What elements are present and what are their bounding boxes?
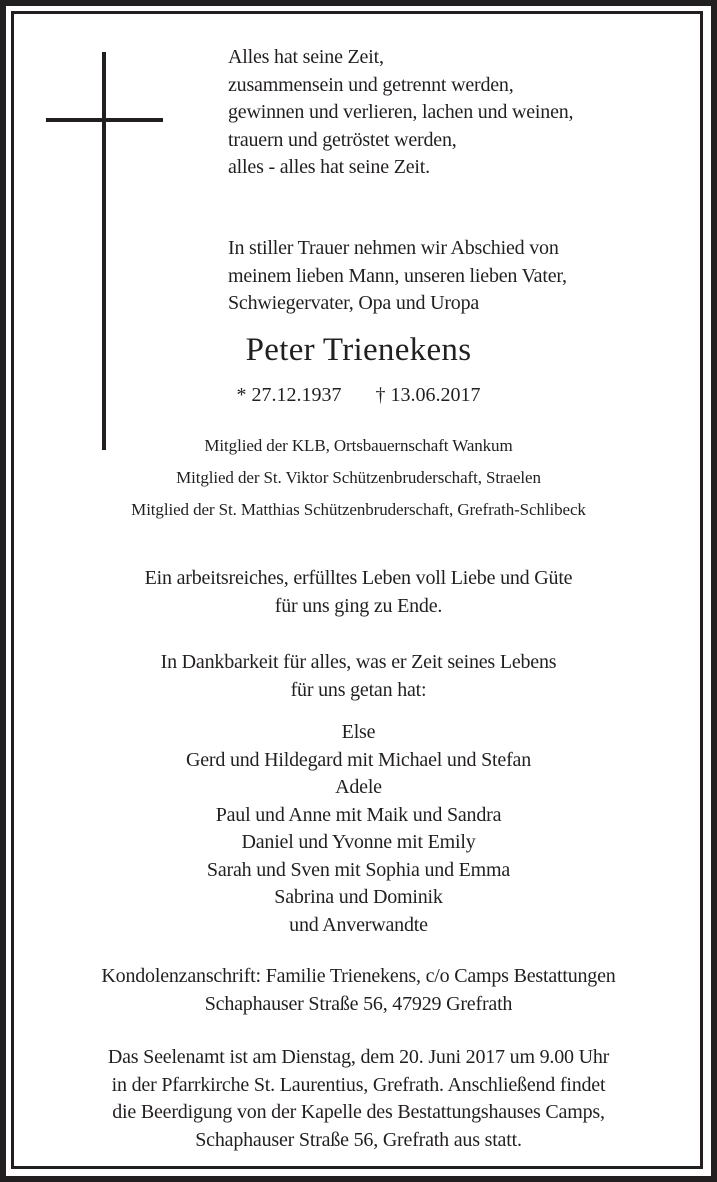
poem-line: Alles hat seine Zeit, <box>228 46 384 68</box>
poem-line: gewinnen und verlieren, lachen und weinen, <box>228 101 574 123</box>
condolence-line: Schaphauser Straße 56, 47929 Grefrath <box>204 992 513 1015</box>
membership-line: Mitglied der KLB, Ortsbauernschaft Wankum <box>204 436 513 455</box>
poem <box>228 44 573 182</box>
death-date: † 13.06.2017 <box>375 384 481 406</box>
birth-date: * 27.12.1937 <box>236 384 342 406</box>
intro-line: In stiller Trauer nehmen wir Abschied von <box>228 237 559 259</box>
life-line: Ein arbeitsreiches, erfülltes Leben voll Liebe und Güte <box>144 567 573 589</box>
service-line: in der Pfarrkirche St. Laurentius, Grefrath. Anschließend findet <box>111 1073 606 1096</box>
membership-line: Mitglied der St. Viktor Schützenbruderschaft, Straelen <box>176 468 541 487</box>
intro-line: Schwiegervater, Opa und Uropa <box>228 292 480 314</box>
deceased-name: Peter Trienekens <box>245 332 472 368</box>
poem-line: zusammensein und getrennt werden, <box>228 73 514 96</box>
service-info <box>14 1044 703 1154</box>
service-line: die Beerdigung von der Kapelle des Bestattungshauses Camps, <box>112 1101 605 1123</box>
gratitude-line: für uns getan hat: <box>290 678 427 701</box>
service-line: Das Seelenamt ist am Dienstag, dem 20. Juni 2017 um 9.00 Uhr <box>107 1046 610 1068</box>
condolence-address <box>14 963 703 1018</box>
mourner: Daniel und Yvonne mit Emily <box>241 831 476 853</box>
mourner: Paul und Anne mit Maik und Sandra <box>215 803 502 826</box>
poem-line: alles - alles hat seine Zeit. <box>228 156 430 178</box>
service-line: Schaphauser Straße 56, Grefrath aus statt. <box>195 1128 522 1151</box>
gratitude-line: In Dankbarkeit für alles, was er Zeit seines Lebens <box>160 651 557 673</box>
mourner: Sabrina und Dominik <box>274 886 443 908</box>
intro-line: meinem lieben Mann, unseren lieben Vater, <box>228 264 567 287</box>
mourner: Adele <box>335 776 382 798</box>
mourner: und Anverwandte <box>289 913 428 936</box>
memberships <box>14 430 703 526</box>
mourners-list <box>14 719 703 939</box>
mourner: Gerd und Hildegard mit Michael und Stefan <box>185 748 532 771</box>
mourner: Else <box>341 721 376 743</box>
life-line: für uns ging zu Ende. <box>274 594 443 617</box>
mourner: Sarah und Sven mit Sophia und Emma <box>206 858 511 881</box>
gratitude-statement <box>14 649 703 704</box>
condolence-line: Kondolenzanschrift: Familie Trienekens, c/o Camps Bestattungen <box>101 965 616 987</box>
life-statement <box>14 565 703 620</box>
life-dates <box>0 385 717 405</box>
intro-text <box>228 235 567 318</box>
cross-icon-horizontal <box>46 118 163 122</box>
poem-line: trauern und getröstet werden, <box>228 128 457 151</box>
membership-line: Mitglied der St. Matthias Schützenbruderschaft, Grefrath-Schlibeck <box>131 500 586 519</box>
